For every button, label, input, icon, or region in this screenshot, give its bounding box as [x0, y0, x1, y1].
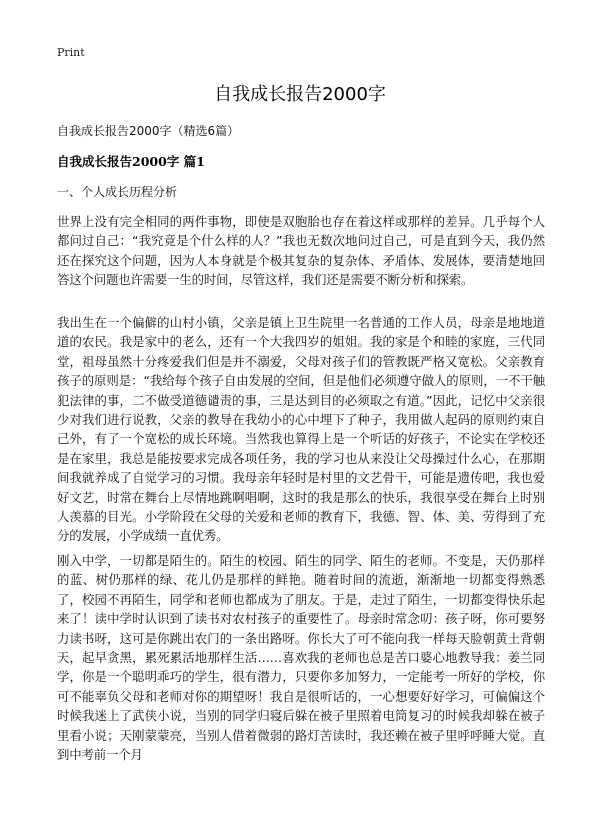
sub-heading: 一、个人成长历程分析	[57, 185, 178, 199]
print-link[interactable]: Print	[57, 46, 85, 59]
section-heading: 自我成长报告2000字 篇1	[57, 154, 205, 169]
document-subtitle: 自我成长报告2000字（精选6篇）	[57, 124, 240, 138]
paragraph-1: 世界上没有完全相同的两件事物，即使是双胞胎也存在着这样或那样的差异。几乎每个人都问过自己：“我究竟是个什么样的人？”我也无数次地问过自己，可是直到今天，我仍然还在探究这个问题，因为人本身就是个极其复杂的复杂体、矛盾体、发展体，要清楚地回答这个问题也许需要一生的时间，尽管这样，我们还是需要不断分析和探索。	[57, 214, 545, 288]
page-title: 自我成长报告2000字	[214, 84, 386, 105]
paragraph-2: 我出生在一个偏僻的山村小镇，父亲是镇上卫生院里一名普通的工作人员，母亲是地地道道的农民。我是家中的老么，还有一个大我四岁的姐姐。我的家是个和睦的家庭，三代同堂，祖母虽然十分疼爱我们但是并不溺爱，父母对孩子们的管教既严格又宽松。父亲教育孩子的原则是：“我给每个孩子自由发展的空间，但是他们必须遵守做人的原则，一不干触犯法律的事，二不做受道德谴责的事，三是达到目的必须取之有道。”因此，记忆中父亲很少对我们进行说教，父亲的教导在我幼小的心中埋下了种子，我用做人起码的原则约束自己外，有了一个宽松的成长环境。当然我也算得上是一个听话的好孩子，不论实在学校还是在家里，我总是能按要求完成各项任务，我的学习也从来没让父母操过什么心，在那期间我就养成了自觉学习的习惯。我母亲年轻时是村里的文艺骨干，可能是遗传吧，我也爱好文艺，时常在舞台上尽情地跳啊唱啊，这时的我是那么的快乐，我很享受在舞台上时别人羡慕的目光。小学阶段在父母的关爱和老师的教育下，我德、智、体、美、劳得到了充分的发展，小学成绩一直优秀。	[57, 315, 545, 544]
paragraph-3: 刚入中学，一切都是陌生的。陌生的校园、陌生的同学、陌生的老师。不变是，天仍那样的蓝、树仍那样的绿、花儿仍是那样的鲜艳。随着时间的流逝，渐渐地一切都变得熟悉了，校园不再陌生，同学和老师也都成为了朋友。于是，走过了陌生，一切都变得快乐起来了！读中学时认识到了读书对农村孩子的重要性了。母亲时常念叨：孩子呀，你可要努力读书呀，这可是你跳出农门的一条出路呀。你长大了可不能向我一样每天脸朝黄土背朝天，起早贪黑，累死累活地那样生活……喜欢我的老师也总是苦口婆心地教导我：姜兰同学，你是一个聪明乖巧的学生，很有潜力，只要你多加努力，一定能考一所好的学校，你可不能辜负父母和老师对你的期望呀！我自是很听话的，一心想要好好学习，可偏偏这个时候我迷上了武侠小说，当别的同学归寝后躲在被子里照着电筒复习的时候我却躲在被子里看小说；天刚蒙蒙亮，当别人借着微弱的路灯苦读时，我还赖在被子里呼呼睡大觉。直到中考前一个月	[57, 553, 545, 763]
